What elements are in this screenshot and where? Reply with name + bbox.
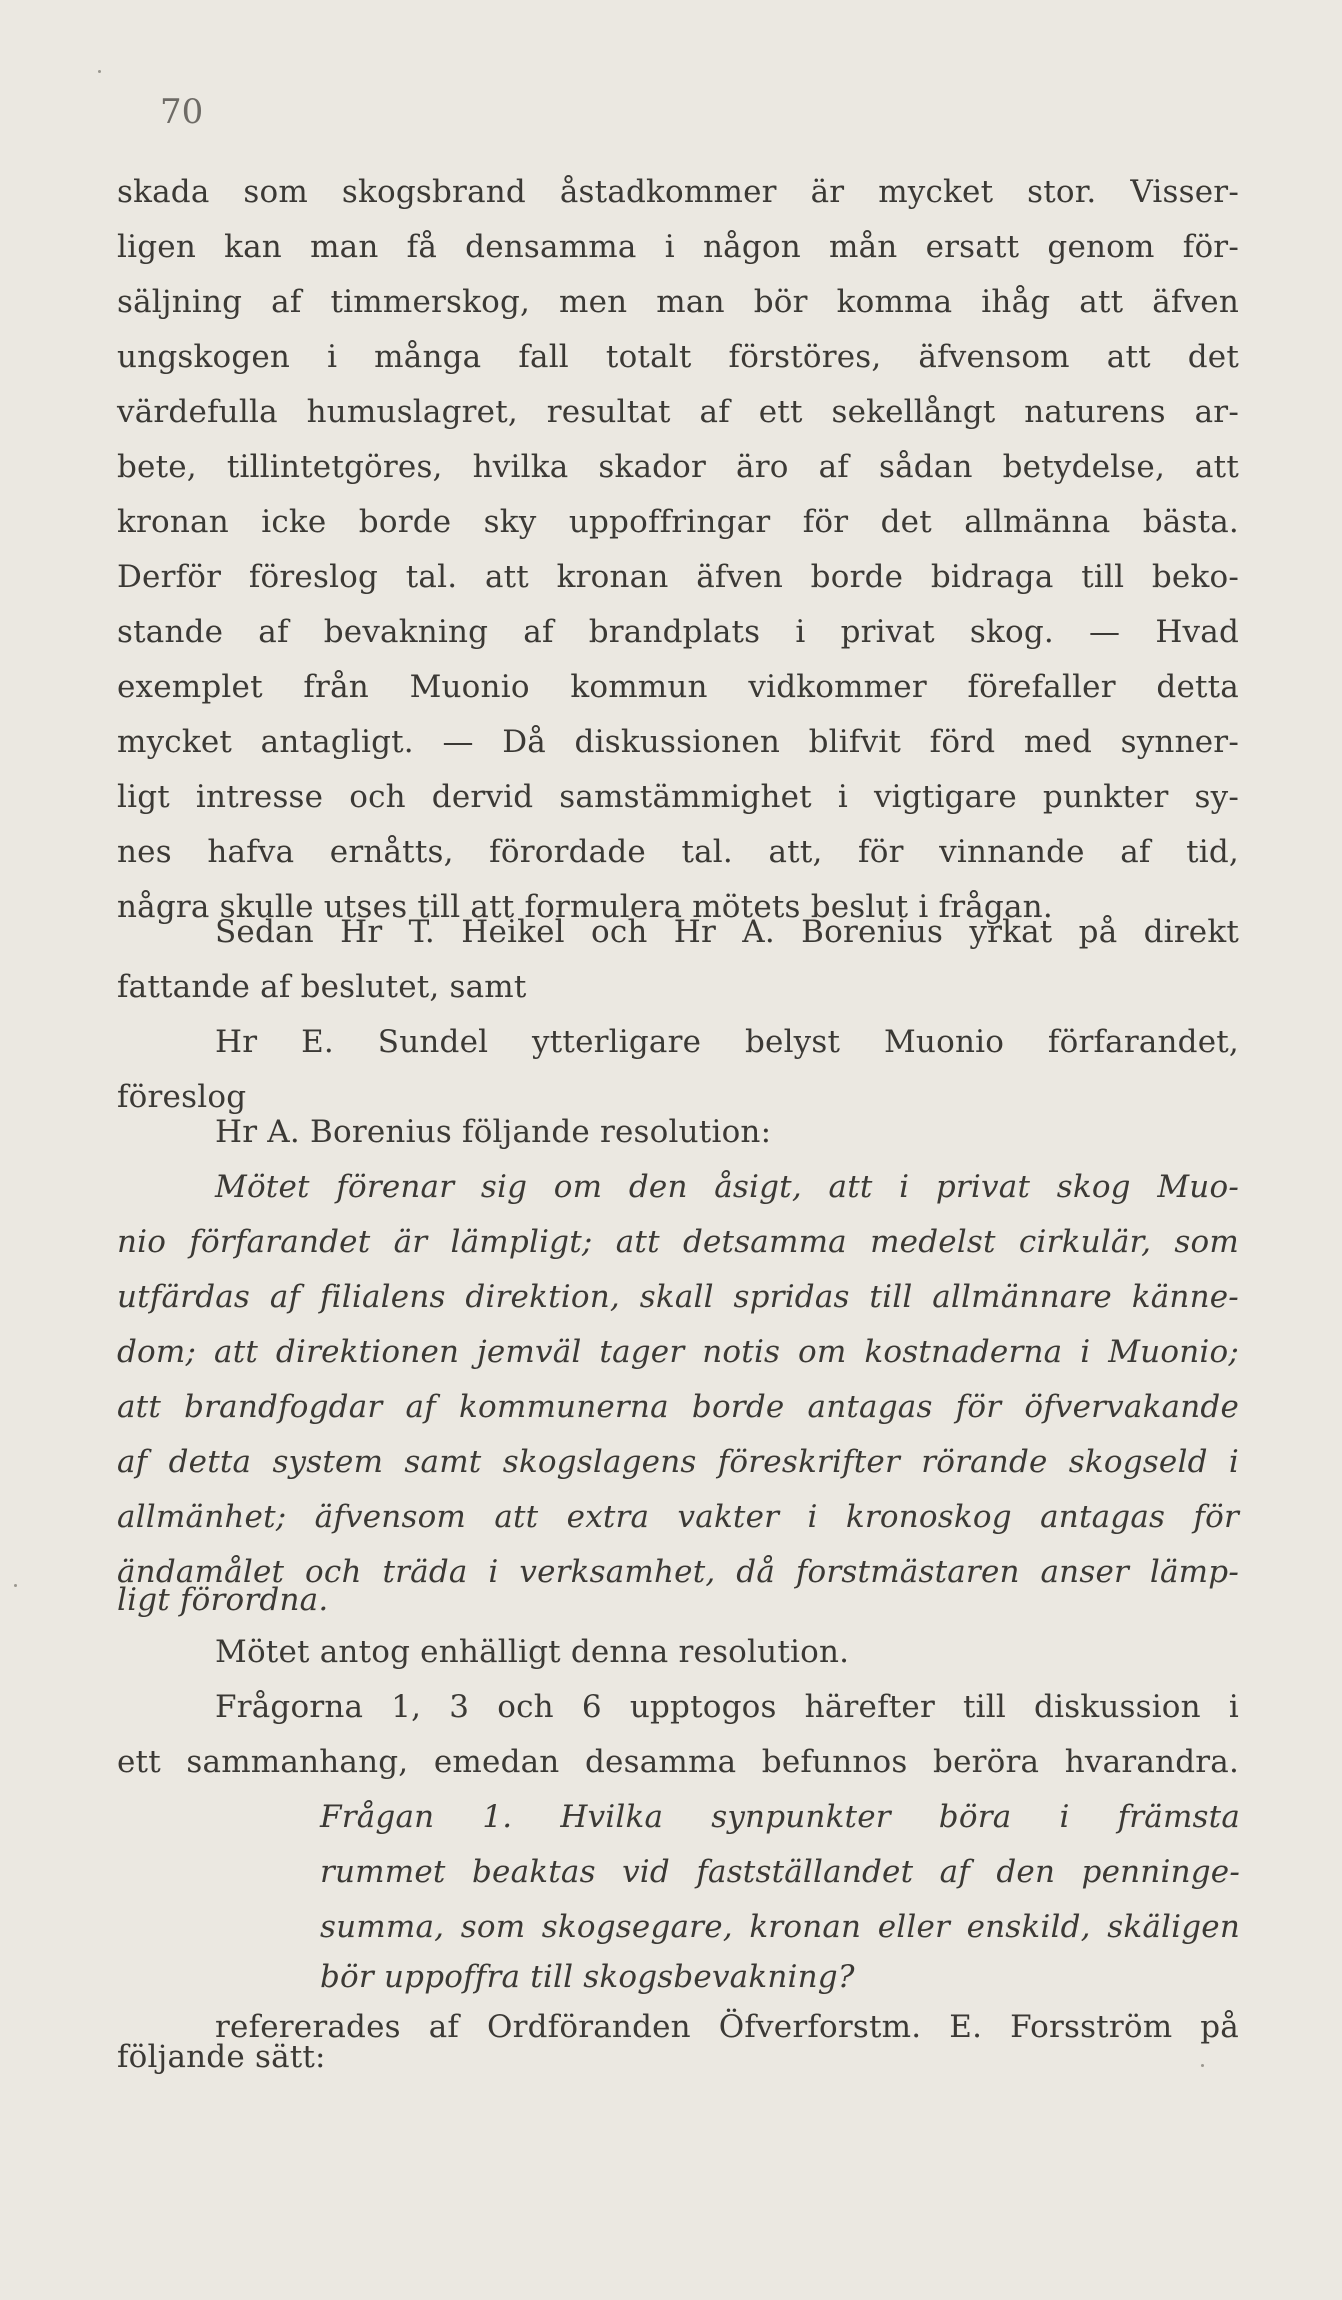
text-line-36: refererades af Ordföranden Öfverforstm. E. Forsström på: [215, 2009, 1239, 2045]
question-line-1: Frågan 1. Hvilka synpunkter böra i främsta: [320, 1799, 1240, 1835]
text-line-18: föreslog: [117, 1079, 247, 1115]
text-line-15: [215, 911, 1239, 953]
resolution-line-6: af detta system samt skogslagens föreskrifter rörande skogseld i: [117, 1444, 1239, 1480]
question-line-2: rummet beaktas vid fastställandet af den penninge-: [320, 1854, 1240, 1890]
text-line-9: stande af bevakning af brandplats i privat skog. — Hvad: [117, 614, 1239, 650]
text-line-2: ligen kan man få densamma i någon mån ersatt genom för-: [117, 229, 1239, 265]
resolution-line-5: att brandfogdar af kommunerna borde antagas för öfvervakande: [117, 1389, 1239, 1425]
text-line-7: kronan icke borde sky uppoffringar för det allmänna bästa.: [117, 504, 1239, 540]
text-line-12: ligt intresse och dervid samstämmighet i vigtigare punkter sy-: [117, 779, 1239, 815]
text-line-31: ett sammanhang, emedan desamma befunnos beröra hvarandra.: [117, 1744, 1239, 1780]
text-line-16: fattande af beslutet, samt: [117, 969, 527, 1005]
text-line-17: Hr E. Sundel ytterligare belyst Muonio förfarandet,: [215, 1024, 1239, 1060]
resolution-line-7: allmänhet; äfvensom att extra vakter i kronoskog antagas för: [117, 1499, 1239, 1535]
line-15-text: Sedan Hr T. Heikel och Hr A. Borenius yrkat på direkt: [215, 914, 1239, 950]
resolution-line-2: nio förfarandet är lämpligt; att detsamma medelst cirkulär, som: [117, 1224, 1239, 1260]
text-line-10: exemplet från Muonio kommun vidkommer förefaller detta: [117, 669, 1239, 705]
scan-speck: [1201, 2064, 1204, 2067]
text-line-19: Hr A. Borenius följande resolution:: [215, 1114, 772, 1150]
page-number: 70: [160, 92, 204, 132]
text-line-8: Derför föreslog tal. att kronan äfven borde bidraga till beko-: [117, 559, 1239, 595]
resolution-line-8: ändamålet och träda i verksamhet, då forstmästaren anser lämp-: [117, 1554, 1239, 1590]
text-line-4: ungskogen i många fall totalt förstöres, äfvensom att det: [117, 339, 1239, 375]
resolution-line-4: dom; att direktionen jemväl tager notis om kostnaderna i Muonio;: [117, 1334, 1239, 1370]
text-line-13: nes hafva ernåtts, förordade tal. att, för vinnande af tid,: [117, 834, 1239, 870]
question-line-4: bör uppoffra till skogsbevakning?: [320, 1959, 855, 1995]
text-line-5: värdefulla humuslagret, resultat af ett sekellångt naturens ar-: [117, 394, 1239, 430]
text-line-14: några skulle utses till att formulera mötets beslut i frågan.: [117, 889, 1053, 925]
text-line-3: säljning af timmerskog, men man bör komma ihåg att äfven: [117, 284, 1239, 320]
question-line-3: summa, som skogsegare, kronan eller enskild, skäligen: [320, 1909, 1240, 1945]
scan-speck: [14, 1584, 17, 1587]
resolution-line-9: ligt förordna.: [117, 1582, 329, 1618]
resolution-line-3: utfärdas af filialens direktion, skall spridas till allmännare känne-: [117, 1279, 1239, 1315]
text-line-6: bete, tillintetgöres, hvilka skador äro af sådan betydelse, att: [117, 449, 1239, 485]
scan-speck: [98, 70, 101, 73]
text-line-37: följande sätt:: [117, 2039, 326, 2075]
resolution-line-1: Mötet förenar sig om den åsigt, att i privat skog Muo-: [215, 1169, 1239, 1205]
text-line-29: Mötet antog enhälligt denna resolution.: [215, 1634, 850, 1670]
text-line-30: Frågorna 1, 3 och 6 upptogos härefter till diskussion i: [215, 1689, 1239, 1725]
text-line-11: mycket antagligt. — Då diskussionen blifvit förd med synner-: [117, 724, 1239, 760]
text-line-1: skada som skogsbrand åstadkommer är mycket stor. Visser-: [117, 174, 1239, 210]
